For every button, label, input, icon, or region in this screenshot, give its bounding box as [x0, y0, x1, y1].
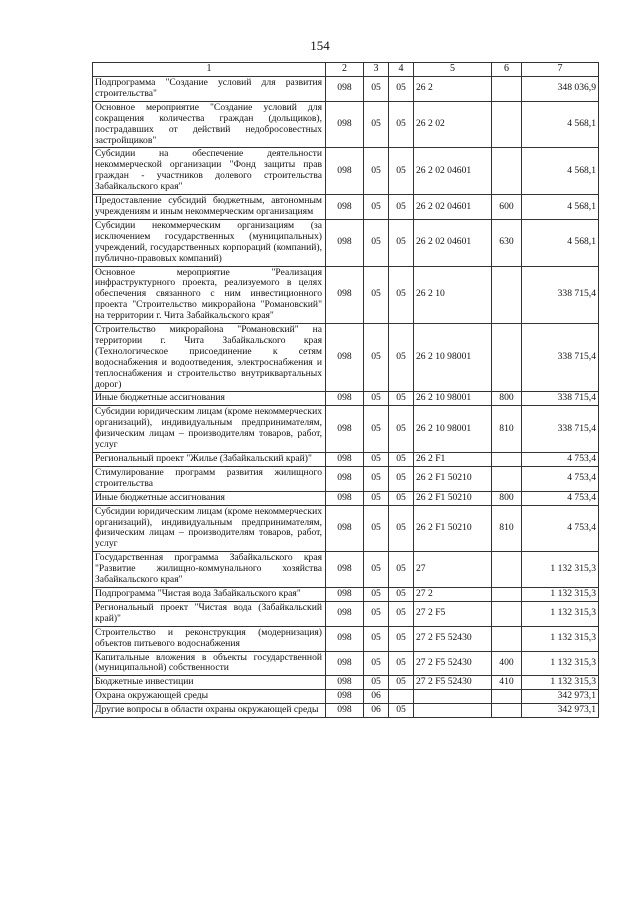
table-row: [93, 690, 599, 704]
ministry-code-cell: 098: [326, 587, 364, 601]
amount-cell: 342 973,1: [522, 690, 599, 704]
expense-type-cell: 810: [492, 406, 522, 453]
subsection-code-cell: 05: [389, 651, 414, 676]
target-article-cell: 27 2 F5 52430: [414, 626, 492, 651]
expense-name-cell: Субсидии некоммерческим организациям (за исключением государственных (муниципальных) учреждений, государственных корпораций (компаний), публично-правовых компаний): [93, 219, 326, 266]
target-article-cell: 27 2 F5: [414, 601, 492, 626]
subsection-code-cell: 05: [389, 266, 414, 324]
subsection-code-cell: 05: [389, 392, 414, 406]
page-number: 154: [310, 38, 330, 53]
expense-type-cell: [492, 552, 522, 588]
ministry-code-cell: 098: [326, 219, 364, 266]
subsection-code-cell: 05: [389, 148, 414, 195]
table-row: [93, 505, 599, 552]
subsection-code-cell: 05: [389, 101, 414, 148]
target-article-cell: 27 2 F5 52430: [414, 676, 492, 690]
target-article-cell: 26 2 02 04601: [414, 219, 492, 266]
ministry-code-cell: 098: [326, 626, 364, 651]
expense-type-cell: [492, 266, 522, 324]
section-code-cell: 05: [364, 587, 389, 601]
column-header: 2: [326, 63, 364, 77]
expense-type-cell: [492, 77, 522, 102]
section-code-cell: 05: [364, 552, 389, 588]
column-header: 1: [93, 63, 326, 77]
amount-cell: 4 568,1: [522, 148, 599, 195]
section-code-cell: 05: [364, 406, 389, 453]
expense-name-cell: Субсидии юридическим лицам (кроме некоммерческих организаций), индивидуальным предпринимателям, физическим лицам – производителям товаров, работ, услуг: [93, 505, 326, 552]
target-article-cell: 26 2 02 04601: [414, 195, 492, 220]
expense-name-cell: Основное мероприятие "Создание условий для сокращения количества граждан (дольщиков), пострадавших от действий недобросовестных застройщиков": [93, 101, 326, 148]
ministry-code-cell: 098: [326, 601, 364, 626]
subsection-code-cell: 05: [389, 505, 414, 552]
table-row: [93, 651, 599, 676]
table-row: [93, 219, 599, 266]
amount-cell: 1 132 315,3: [522, 626, 599, 651]
expense-name-cell: Подпрограмма "Чистая вода Забайкальского края": [93, 587, 326, 601]
amount-cell: 342 973,1: [522, 704, 599, 718]
subsection-code-cell: 05: [389, 453, 414, 467]
ministry-code-cell: 098: [326, 101, 364, 148]
table-row: [93, 676, 599, 690]
amount-cell: 4 568,1: [522, 101, 599, 148]
section-code-cell: 05: [364, 195, 389, 220]
subsection-code-cell: 05: [389, 466, 414, 491]
target-article-cell: 26 2 10 98001: [414, 406, 492, 453]
subsection-code-cell: 05: [389, 587, 414, 601]
table-row: [93, 324, 599, 392]
expense-name-cell: Другие вопросы в области охраны окружающей среды: [93, 704, 326, 718]
expense-name-cell: Региональный проект "Жилье (Забайкальский край)": [93, 453, 326, 467]
subsection-code-cell: 05: [389, 704, 414, 718]
section-code-cell: 05: [364, 219, 389, 266]
table-row: [93, 601, 599, 626]
expense-type-cell: [492, 601, 522, 626]
subsection-code-cell: 05: [389, 406, 414, 453]
table-row: [93, 704, 599, 718]
section-code-cell: 05: [364, 101, 389, 148]
target-article-cell: [414, 690, 492, 704]
ministry-code-cell: 098: [326, 324, 364, 392]
expense-type-cell: [492, 148, 522, 195]
expense-name-cell: Субсидии на обеспечение деятельности некоммерческой организации "Фонд защиты прав граждан - участников долевого строительства Забайкальского края": [93, 148, 326, 195]
expense-name-cell: Охрана окружающей среды: [93, 690, 326, 704]
expense-type-cell: [492, 626, 522, 651]
target-article-cell: 26 2 F1: [414, 453, 492, 467]
amount-cell: 338 715,4: [522, 324, 599, 392]
section-code-cell: 06: [364, 704, 389, 718]
amount-cell: 338 715,4: [522, 406, 599, 453]
section-code-cell: 05: [364, 392, 389, 406]
ministry-code-cell: 098: [326, 266, 364, 324]
ministry-code-cell: 098: [326, 406, 364, 453]
expense-type-cell: 410: [492, 676, 522, 690]
target-article-cell: 26 2: [414, 77, 492, 102]
expense-type-cell: [492, 453, 522, 467]
subsection-code-cell: 05: [389, 601, 414, 626]
target-article-cell: 26 2 F1 50210: [414, 466, 492, 491]
target-article-cell: 26 2 10: [414, 266, 492, 324]
expense-type-cell: [492, 466, 522, 491]
expense-type-cell: [492, 704, 522, 718]
expense-name-cell: Региональный проект "Чистая вода (Забайкальский край)": [93, 601, 326, 626]
expense-name-cell: Капитальные вложения в объекты государственной (муниципальной) собственности: [93, 651, 326, 676]
target-article-cell: 26 2 F1 50210: [414, 491, 492, 505]
subsection-code-cell: 05: [389, 491, 414, 505]
target-article-cell: 27: [414, 552, 492, 588]
target-article-cell: 27 2 F5 52430: [414, 651, 492, 676]
section-code-cell: 06: [364, 690, 389, 704]
subsection-code-cell: 05: [389, 77, 414, 102]
amount-cell: 4 568,1: [522, 219, 599, 266]
expense-type-cell: 800: [492, 392, 522, 406]
amount-cell: 1 132 315,3: [522, 676, 599, 690]
target-article-cell: 26 2 F1 50210: [414, 505, 492, 552]
column-header: 5: [414, 63, 492, 77]
subsection-code-cell: 05: [389, 626, 414, 651]
target-article-cell: 26 2 02 04601: [414, 148, 492, 195]
target-article-cell: 26 2 02: [414, 101, 492, 148]
amount-cell: 338 715,4: [522, 266, 599, 324]
target-article-cell: 26 2 10 98001: [414, 392, 492, 406]
ministry-code-cell: 098: [326, 690, 364, 704]
amount-cell: 4 753,4: [522, 453, 599, 467]
ministry-code-cell: 098: [326, 651, 364, 676]
table-row: [93, 406, 599, 453]
table-row: [93, 77, 599, 102]
section-code-cell: 05: [364, 77, 389, 102]
ministry-code-cell: 098: [326, 466, 364, 491]
expense-name-cell: Подпрограмма "Создание условий для развития строительства": [93, 77, 326, 102]
expense-type-cell: 400: [492, 651, 522, 676]
subsection-code-cell: [389, 690, 414, 704]
table-header-row: [93, 63, 599, 77]
section-code-cell: 05: [364, 266, 389, 324]
expense-type-cell: 800: [492, 491, 522, 505]
target-article-cell: [414, 704, 492, 718]
expense-name-cell: Субсидии юридическим лицам (кроме некоммерческих организаций), индивидуальным предпринимателям, физическим лицам – производителям товаров, работ, услуг: [93, 406, 326, 453]
expense-name-cell: Бюджетные инвестиции: [93, 676, 326, 690]
expense-type-cell: 600: [492, 195, 522, 220]
table-row: [93, 195, 599, 220]
expense-type-cell: [492, 690, 522, 704]
section-code-cell: 05: [364, 491, 389, 505]
ministry-code-cell: 098: [326, 552, 364, 588]
expense-type-cell: 630: [492, 219, 522, 266]
column-header: 6: [492, 63, 522, 77]
section-code-cell: 05: [364, 626, 389, 651]
ministry-code-cell: 098: [326, 453, 364, 467]
expense-name-cell: Стимулирование программ развития жилищного строительства: [93, 466, 326, 491]
amount-cell: 348 036,9: [522, 77, 599, 102]
ministry-code-cell: 098: [326, 392, 364, 406]
section-code-cell: 05: [364, 505, 389, 552]
section-code-cell: 05: [364, 453, 389, 467]
table-row: [93, 491, 599, 505]
amount-cell: 4 753,4: [522, 466, 599, 491]
subsection-code-cell: 05: [389, 324, 414, 392]
expense-name-cell: Иные бюджетные ассигнования: [93, 392, 326, 406]
amount-cell: 1 132 315,3: [522, 651, 599, 676]
amount-cell: 1 132 315,3: [522, 587, 599, 601]
amount-cell: 4 753,4: [522, 505, 599, 552]
column-header: 4: [389, 63, 414, 77]
ministry-code-cell: 098: [326, 195, 364, 220]
expense-name-cell: Государственная программа Забайкальского края "Развитие жилищно-коммунального хозяйства Забайкальского края": [93, 552, 326, 588]
budget-table: [92, 62, 599, 718]
section-code-cell: 05: [364, 466, 389, 491]
ministry-code-cell: 098: [326, 676, 364, 690]
table-row: [93, 101, 599, 148]
expense-type-cell: 810: [492, 505, 522, 552]
table-row: [93, 587, 599, 601]
ministry-code-cell: 098: [326, 704, 364, 718]
expense-name-cell: Иные бюджетные ассигнования: [93, 491, 326, 505]
expense-name-cell: Строительство микрорайона "Романовский" на территории г. Чита Забайкальского края (Технологическое присоединение к сетям водоснабжения и водоотведения, электроснабжения и теплоснабжения и строительство внутриквартальных дорог): [93, 324, 326, 392]
expense-type-cell: [492, 101, 522, 148]
amount-cell: 1 132 315,3: [522, 601, 599, 626]
target-article-cell: 26 2 10 98001: [414, 324, 492, 392]
table-row: [93, 453, 599, 467]
ministry-code-cell: 098: [326, 505, 364, 552]
table-row: [93, 466, 599, 491]
ministry-code-cell: 098: [326, 491, 364, 505]
target-article-cell: 27 2: [414, 587, 492, 601]
section-code-cell: 05: [364, 324, 389, 392]
subsection-code-cell: 05: [389, 219, 414, 266]
table-row: [93, 552, 599, 588]
expense-type-cell: [492, 587, 522, 601]
subsection-code-cell: 05: [389, 676, 414, 690]
subsection-code-cell: 05: [389, 195, 414, 220]
expense-name-cell: Строительство и реконструкция (модернизация) объектов питьевого водоснабжения: [93, 626, 326, 651]
expense-name-cell: Основное мероприятие "Реализация инфраструктурного проекта, реализуемого в целях обеспечения связанного с ним инвестиционного проекта "Строительство микрорайона "Романовский" на территории г. Чита Забайкальского края": [93, 266, 326, 324]
section-code-cell: 05: [364, 148, 389, 195]
table-row: [93, 392, 599, 406]
section-code-cell: 05: [364, 676, 389, 690]
expense-name-cell: Предоставление субсидий бюджетным, автономным учреждениям и иным некоммерческим организациям: [93, 195, 326, 220]
subsection-code-cell: 05: [389, 552, 414, 588]
table-row: [93, 626, 599, 651]
ministry-code-cell: 098: [326, 77, 364, 102]
ministry-code-cell: 098: [326, 148, 364, 195]
amount-cell: 1 132 315,3: [522, 552, 599, 588]
table-row: [93, 266, 599, 324]
column-header: 7: [522, 63, 599, 77]
column-header: 3: [364, 63, 389, 77]
section-code-cell: 05: [364, 651, 389, 676]
expense-type-cell: [492, 324, 522, 392]
section-code-cell: 05: [364, 601, 389, 626]
amount-cell: 4 753,4: [522, 491, 599, 505]
table-row: [93, 148, 599, 195]
amount-cell: 4 568,1: [522, 195, 599, 220]
amount-cell: 338 715,4: [522, 392, 599, 406]
